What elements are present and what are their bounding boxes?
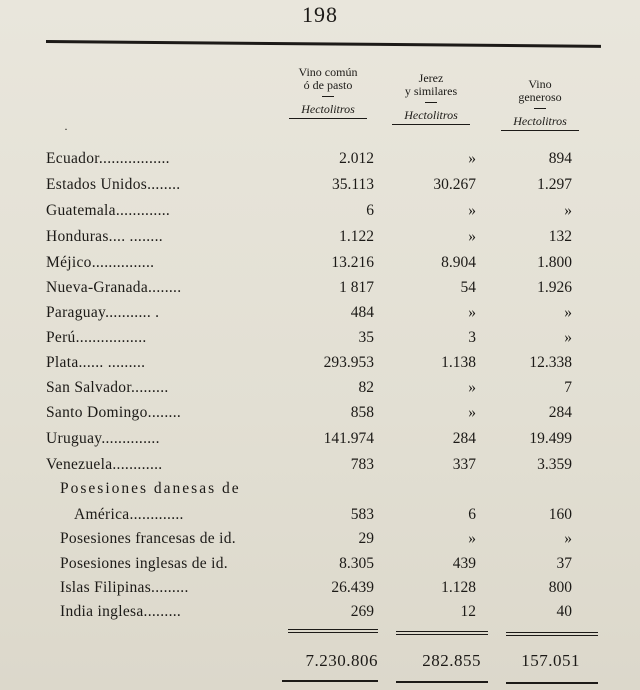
unit-underline xyxy=(289,118,367,119)
table-row xyxy=(0,555,640,579)
cell-vino-comun: 26.439 xyxy=(331,579,374,596)
table-row xyxy=(0,202,640,226)
country-name: Posesiones francesas de id. xyxy=(60,530,236,547)
cell-vino-generoso: 284 xyxy=(548,404,572,421)
table-row xyxy=(0,254,640,278)
sum-rule xyxy=(506,632,598,636)
sum-rule xyxy=(396,631,488,635)
country-name: Islas Filipinas......... xyxy=(60,579,189,596)
country-name: India inglesa......... xyxy=(60,603,182,620)
total-jerez: 282.855 xyxy=(422,651,481,670)
unit-underline xyxy=(392,124,470,125)
column-header-line1: Jerez xyxy=(418,71,444,85)
cell-jerez: 12 xyxy=(460,603,476,620)
cell-jerez: 284 xyxy=(452,430,476,447)
table-row xyxy=(0,279,640,303)
country-name: Posesiones inglesas de id. xyxy=(60,555,228,572)
cell-vino-generoso: » xyxy=(564,530,572,547)
cell-vino-generoso: 7 xyxy=(564,379,572,396)
cell-jerez: » xyxy=(468,202,476,219)
cell-vino-generoso: 800 xyxy=(548,579,572,596)
cell-vino-generoso: 132 xyxy=(548,228,572,245)
cell-vino-comun: 35 xyxy=(358,329,374,346)
table-row xyxy=(0,329,640,353)
cell-vino-generoso: » xyxy=(564,202,572,219)
country-name: Plata...... ......... xyxy=(46,354,146,371)
stub-mark: · xyxy=(64,122,68,136)
column-unit: Hectolitros xyxy=(513,114,567,128)
country-name: Paraguay........... . xyxy=(46,304,160,321)
cell-vino-generoso: 1.297 xyxy=(537,176,572,193)
country-name: Perú................. xyxy=(46,329,147,346)
cell-jerez: 1.128 xyxy=(441,579,476,596)
cell-vino-generoso: 1.800 xyxy=(537,254,572,271)
cell-jerez: » xyxy=(468,530,476,547)
country-name: Méjico............... xyxy=(46,254,155,271)
country-name: Venezuela............ xyxy=(46,456,163,473)
bottom-rule xyxy=(506,682,598,684)
cell-vino-generoso: 40 xyxy=(556,603,572,620)
table-row xyxy=(0,579,640,603)
cell-jerez: 337 xyxy=(452,456,476,473)
table-row xyxy=(0,530,640,554)
totals-row xyxy=(0,651,640,677)
column-header-line2: y similares xyxy=(404,84,458,98)
column-header-line2: generoso xyxy=(518,90,562,104)
cell-vino-comun: 783 xyxy=(350,456,374,473)
page-number: 198 xyxy=(302,2,338,27)
cell-vino-generoso: 894 xyxy=(548,150,572,167)
cell-vino-comun: 141.974 xyxy=(323,430,374,447)
sum-rule xyxy=(288,629,378,633)
cell-vino-generoso: » xyxy=(564,304,572,321)
country-name: Ecuador................. xyxy=(46,150,170,167)
column-header-line1: Vino xyxy=(528,77,552,91)
country-name: Nueva-Granada........ xyxy=(46,279,182,296)
cell-vino-comun: 8.305 xyxy=(339,555,374,572)
table-row xyxy=(0,228,640,252)
cell-vino-comun: 293.953 xyxy=(323,354,374,371)
cell-vino-generoso: 1.926 xyxy=(537,279,572,296)
cell-jerez: » xyxy=(468,379,476,396)
table-row xyxy=(0,354,640,378)
cell-jerez: 1.138 xyxy=(441,354,476,371)
cell-vino-generoso: 12.338 xyxy=(529,354,572,371)
cell-jerez: 8.904 xyxy=(441,254,476,271)
country-name: Guatemala............. xyxy=(46,202,171,219)
cell-vino-comun: 82 xyxy=(358,379,374,396)
cell-vino-generoso: » xyxy=(564,329,572,346)
table-row xyxy=(0,506,640,530)
total-vino-generoso: 157.051 xyxy=(521,651,580,670)
cell-jerez: » xyxy=(468,150,476,167)
bottom-rule xyxy=(396,681,488,683)
table-row xyxy=(0,176,640,200)
cell-jerez: 3 xyxy=(468,329,476,346)
cell-vino-comun: 583 xyxy=(350,506,374,523)
cell-vino-generoso: 37 xyxy=(556,555,572,572)
cell-jerez: 439 xyxy=(452,555,476,572)
cell-vino-generoso: 3.359 xyxy=(537,456,572,473)
cell-jerez: 30.267 xyxy=(433,176,476,193)
table-row xyxy=(0,603,640,627)
cell-jerez: 6 xyxy=(468,506,476,523)
column-header-vino-generoso xyxy=(498,78,582,131)
cell-vino-comun: 858 xyxy=(350,404,374,421)
country-name: América............. xyxy=(74,506,184,523)
table-row xyxy=(0,304,640,328)
bottom-rule xyxy=(282,680,378,682)
cell-vino-generoso: 19.499 xyxy=(529,430,572,447)
table-row xyxy=(0,379,640,403)
country-name: Estados Unidos........ xyxy=(46,176,181,193)
column-header-jerez xyxy=(386,72,476,125)
cell-vino-generoso: 160 xyxy=(548,506,572,523)
country-name: Posesiones danesas de xyxy=(60,480,241,497)
unit-underline xyxy=(501,130,579,131)
country-name: Honduras.... ........ xyxy=(46,228,163,245)
country-name: San Salvador......... xyxy=(46,379,169,396)
cell-vino-comun: 269 xyxy=(350,603,374,620)
cell-jerez: » xyxy=(468,228,476,245)
cell-vino-comun: 29 xyxy=(358,530,374,547)
cell-vino-comun: 1.122 xyxy=(339,228,374,245)
cell-vino-comun: 2.012 xyxy=(339,150,374,167)
cell-jerez: » xyxy=(468,404,476,421)
column-unit: Hectolitros xyxy=(404,108,458,122)
cell-vino-comun: 35.113 xyxy=(331,176,374,193)
header-dash xyxy=(425,102,437,103)
column-header-vino-comun xyxy=(280,66,376,119)
column-header-line1: Vino común xyxy=(298,65,358,79)
header-dash xyxy=(322,96,334,97)
cell-vino-comun: 6 xyxy=(366,202,374,219)
table-row xyxy=(0,404,640,428)
cell-jerez: » xyxy=(468,304,476,321)
country-name: Santo Domingo........ xyxy=(46,404,182,421)
header-dash xyxy=(534,108,546,109)
table-row xyxy=(0,480,640,504)
cell-vino-comun: 484 xyxy=(350,304,374,321)
country-name: Uruguay.............. xyxy=(46,430,160,447)
table-row xyxy=(0,430,640,454)
table-row xyxy=(0,456,640,480)
cell-jerez: 54 xyxy=(460,279,476,296)
top-rule xyxy=(46,40,601,48)
cell-vino-comun: 1 817 xyxy=(339,279,374,296)
cell-vino-comun: 13.216 xyxy=(331,254,374,271)
column-unit: Hectolitros xyxy=(301,102,355,116)
column-header-line2: ó de pasto xyxy=(303,78,353,92)
table-row xyxy=(0,150,640,174)
total-vino-comun: 7.230.806 xyxy=(305,651,378,670)
